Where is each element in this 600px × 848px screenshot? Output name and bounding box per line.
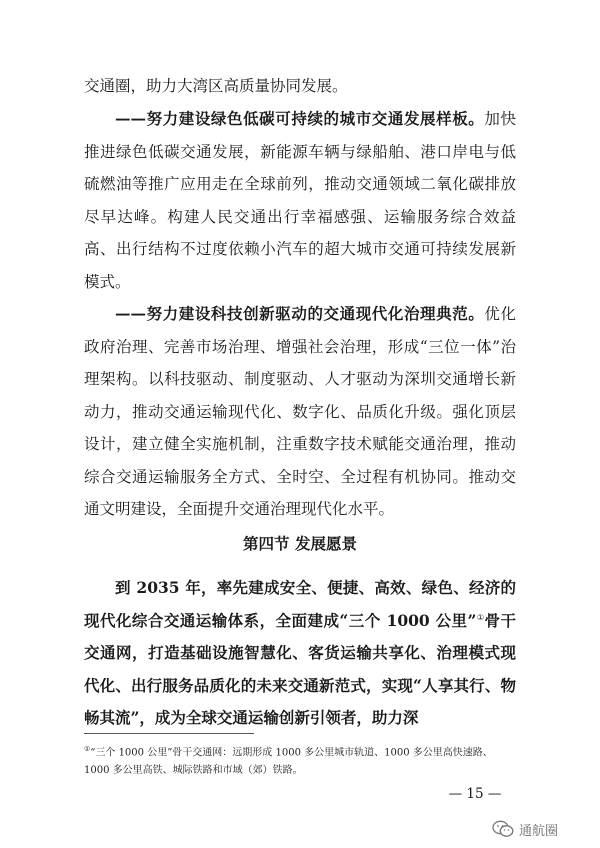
wechat-icon (492, 820, 514, 838)
paragraph-vision (84, 572, 516, 735)
paragraph-lead: ——努力建设绿色低碳可持续的城市交通发展样板。 (115, 109, 485, 128)
paragraph-governance (84, 298, 516, 526)
footnote-reference[interactable]: ① (476, 612, 485, 622)
footnote-mark: ① (84, 745, 91, 753)
paragraph-body: 优化政府治理、完善市场治理、增强社会治理，形成“三位一体”治理架构。以科技驱动、制度驱动、人才驱动为深圳交通增长新动力，推动交通运输现代化、数字化、品质化升级。强化顶层设计，建立健全实施机制，注重数字技术赋能交通治理，推动综合交通运输服务全方式、全时空、全过程有机协同。推动交通文明建设，全面提升交通治理现代化水平。 (84, 305, 516, 518)
paragraph-lead: ——努力建设科技创新驱动的交通现代化治理典范。 (115, 304, 485, 323)
footnote-divider (84, 733, 254, 734)
paragraph-body-continued: 骨干交通网，打造基础设施智慧化、客货运输共享化、治理模式现代化、出行服务品质化的未来交通新范式，实现“人享其行、物畅其流”，成为全球交通运输创新引领者，助力深 (84, 610, 516, 727)
footnote (84, 740, 516, 780)
paragraph-body: 加快推进绿色低碳交通发展，新能源车辆与绿船舶、港口岸电与低硫燃油等推广应用走在全球前列，推动交通领域二氧化碳排放尽早达峰。构建人民交通出行幸福感强、运输服务综合效益高、出行结构不过度依赖小汽车的超大城市交通可持续发展新模式。 (84, 110, 516, 291)
paragraph-continuation: 交通圈，助力大湾区高质量协同发展。 (84, 77, 348, 95)
page-number: — 15 — (448, 786, 502, 802)
paragraph-green-transport (84, 103, 516, 298)
watermark-text: 通航圈 (519, 823, 559, 839)
section-heading: 第四节 发展愿景 (243, 535, 357, 553)
footnote-text: “三个 1000 公里”骨干交通网：远期形成 1000 多公里城市轨道、1000 多公里高快速路、1000 多公里高铁、城际铁路和市域（郊）铁路。 (84, 747, 493, 777)
watermark (492, 818, 558, 840)
paragraph-body: 到 2035 年，率先建成安全、便捷、高效、绿色、经济的现代化综合交通运输体系，全面建成“三个 1000 公里” (84, 578, 516, 630)
